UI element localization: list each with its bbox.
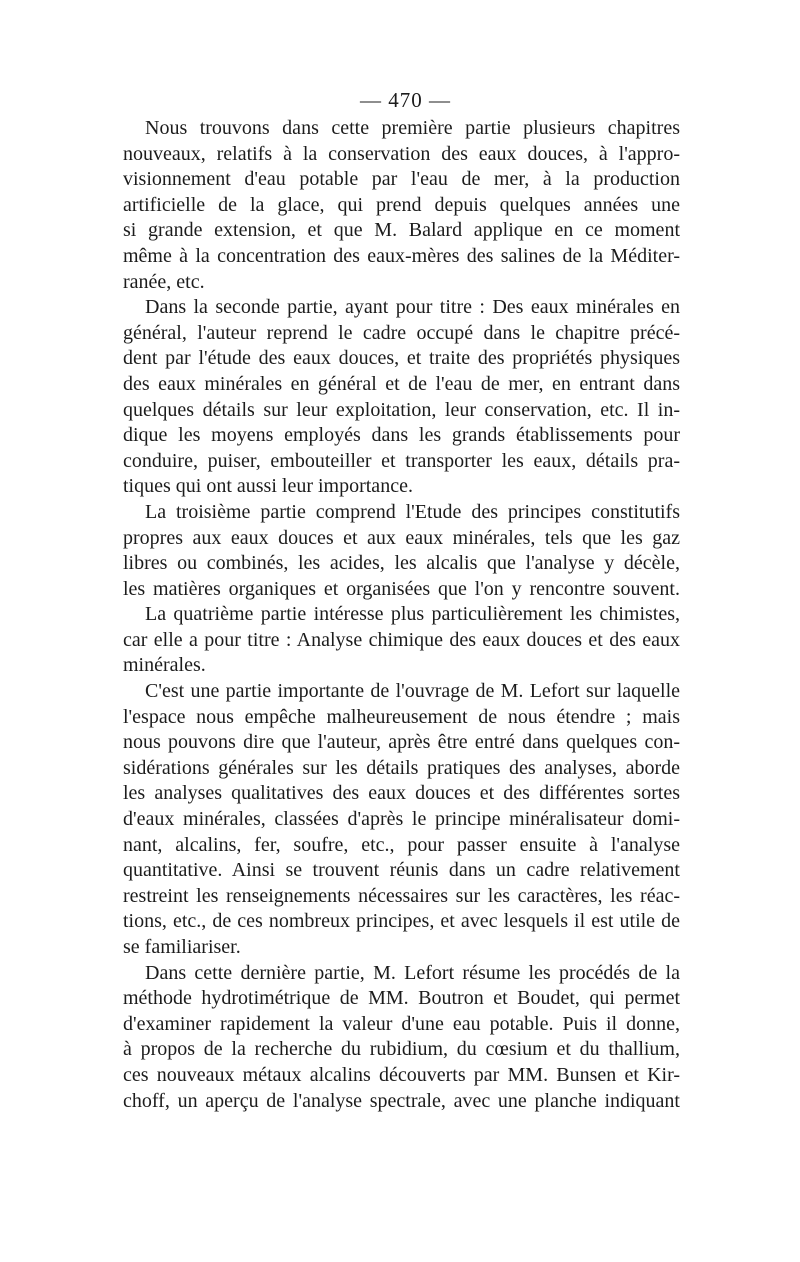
text-line: Dans la seconde partie, ayant pour titre : Des eaux minérales en bbox=[145, 296, 680, 319]
text-line: La quatrième partie intéresse plus particulièrement les chimistes, bbox=[145, 603, 680, 626]
text-line: tiques qui ont aussi leur importance. bbox=[123, 475, 413, 498]
text-line: général, l'auteur reprend le cadre occupé dans le chapitre précé- bbox=[123, 321, 680, 344]
text-line: La troisième partie comprend l'Etude des principes constitutifs bbox=[145, 500, 680, 523]
text-line: dent par l'étude des eaux douces, et traite des propriétés physiques bbox=[123, 347, 680, 370]
paragraph-5 bbox=[123, 679, 680, 961]
paragraph-4 bbox=[123, 602, 680, 679]
text-line: tions, etc., de ces nombreux principes, et avec lesquels il est utile de bbox=[123, 910, 680, 933]
text-line: choff, un aperçu de l'analyse spectrale, avec une planche indiquant bbox=[123, 1089, 680, 1112]
text-line: C'est une partie importante de l'ouvrage de M. Lefort sur laquelle bbox=[145, 680, 680, 703]
text-line: car elle a pour titre : Analyse chimique des eaux douces et des eaux bbox=[123, 628, 680, 651]
text-line: quelques détails sur leur exploitation, leur conservation, etc. Il in- bbox=[123, 398, 680, 421]
text-line: conduire, puiser, embouteiller et transporter les eaux, détails pra- bbox=[123, 449, 680, 472]
text-line: si grande extension, et que M. Balard applique en ce moment bbox=[123, 219, 680, 242]
text-line: quantitative. Ainsi se trouvent réunis dans un cadre relativement bbox=[123, 859, 680, 882]
text-line: les matières organiques et organisées que l'on y rencontre souvent. bbox=[123, 577, 680, 600]
text-line: restreint les renseignements nécessaires sur les caractères, les réac- bbox=[123, 884, 680, 907]
text-line: dique les moyens employés dans les grands établissements pour bbox=[123, 424, 680, 447]
text-line: Nous trouvons dans cette première partie plusieurs chapitres bbox=[145, 117, 680, 139]
text-line: ces nouveaux métaux alcalins découverts par MM. Bunsen et Kir- bbox=[123, 1063, 680, 1086]
text-line: nous pouvons dire que l'auteur, après être entré dans quelques con- bbox=[123, 731, 680, 754]
text-line: se familiariser. bbox=[123, 936, 241, 958]
text-line: artificielle de la glace, qui prend depuis quelques années une bbox=[123, 193, 680, 216]
text-line: même à la concentration des eaux-mères des salines de la Méditer- bbox=[123, 244, 680, 267]
paragraph-1 bbox=[123, 116, 680, 295]
paragraph-3 bbox=[123, 500, 680, 602]
text-line: les analyses qualitatives des eaux douces et des différentes sortes bbox=[123, 782, 680, 805]
text-line: nouveaux, relatifs à la conservation des eaux douces, à l'appro- bbox=[123, 142, 680, 165]
text-line: libres ou combinés, les acides, les alcalis que l'analyse y décèle, bbox=[123, 552, 680, 575]
text-line: minérales. bbox=[123, 654, 206, 677]
text-line: ranée, etc. bbox=[123, 270, 205, 293]
text-line: visionnement d'eau potable par l'eau de mer, à la production bbox=[123, 168, 680, 191]
text-line: d'examiner rapidement la valeur d'une eau potable. Puis il donne, bbox=[123, 1012, 680, 1035]
text-line: des eaux minérales en général et de l'eau de mer, en entrant dans bbox=[123, 372, 680, 395]
text-line: à propos de la recherche du rubidium, du cœsium et du thallium, bbox=[123, 1038, 680, 1061]
text-line: propres aux eaux douces et aux eaux minérales, tels que les gaz bbox=[123, 526, 680, 549]
paragraph-6 bbox=[123, 961, 680, 1115]
text-line: sidérations générales sur les détails pratiques des analyses, aborde bbox=[123, 756, 680, 779]
text-line: nant, alcalins, fer, soufre, etc., pour passer ensuite à l'analyse bbox=[123, 833, 680, 856]
page-number: — 470 — bbox=[360, 88, 451, 112]
text-line: Dans cette dernière partie, M. Lefort résume les procédés de la bbox=[145, 961, 680, 984]
text-line: méthode hydrotimétrique de MM. Boutron et Boudet, qui permet bbox=[123, 987, 680, 1010]
book-page bbox=[123, 86, 680, 1114]
text-line: d'eaux minérales, classées d'après le principe minéralisateur domi- bbox=[123, 808, 680, 831]
paragraph-2 bbox=[123, 295, 680, 500]
text-line: l'espace nous empêche malheureusement de nous étendre ; mais bbox=[123, 705, 680, 728]
